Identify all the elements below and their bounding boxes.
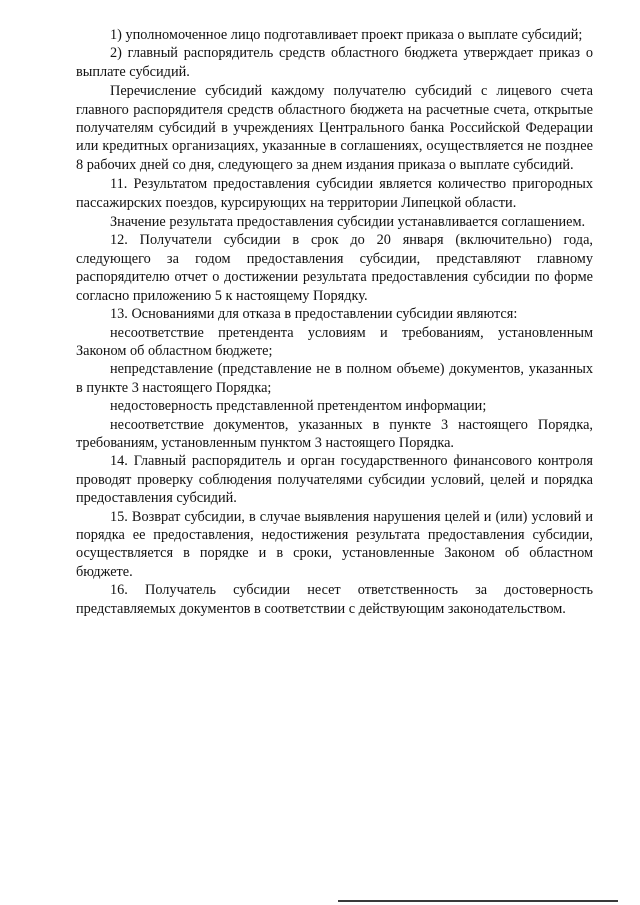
paragraph-13-ground-1: несоответствие претендента условиям и требованиям, установленным Законом об областном бюджете; [76,324,593,359]
bottom-scan-line [338,900,618,902]
paragraph-12: 12. Получатели субсидии в срок до 20 января (включительно) года, следующего за годом предоставления субсидии, представляют главному распорядителю отчет о достижении результата предоставления субсидии по форме согласно приложению 5 к настоящему Порядку. [76,232,593,304]
paragraph-15: 15. Возврат субсидии, в случае выявления нарушения целей и (или) условий и порядка ее предоставления, недостижения результата предоставления субсидии, осуществляется в порядке и в сроки, установленные Законом об областном бюджете. [76,508,593,580]
document-body [76,26,593,618]
paragraph-13: 13. Основаниями для отказа в предоставлении субсидии являются: [110,306,518,323]
paragraph-13-ground-4: несоответствие документов, указанных в пункте 3 настоящего Порядка, требованиям, установленным пунктом 3 настоящего Порядка. [76,416,593,451]
paragraph-subitem-1: 1) уполномоченное лицо подготавливает проект приказа о выплате субсидий; [110,27,583,43]
paragraph-result-value: Значение результата предоставления субсидии устанавливается соглашением. [110,214,586,231]
paragraph-16: 16. Получатель субсидии несет ответственность за достоверность представляемых документов в соответствии с действующим законодательством. [76,582,593,617]
paragraph-transfer: Перечисление субсидий каждому получателю субсидий с лицевого счета главного распорядителя средств областного бюджета на расчетные счета, открытые получателям субсидий в учреждениях Центрального банка Российской Федерации или кредитных организациях, указанные в соглашениях, осуществляется не позднее 8 рабочих дней со дня, следующего за днем издания приказа о выплате субсидий. [76,83,593,173]
paragraph-11: 11. Результатом предоставления субсидии является количество пригородных пассажирских поездов, курсирующих на территории Липецкой области. [76,176,593,211]
paragraph-subitem-2: 2) главный распорядитель средств областного бюджета утверждает приказ о выплате субсидий. [76,45,593,80]
paragraph-13-ground-3: недостоверность представленной претендентом информации; [110,398,487,415]
paragraph-14: 14. Главный распорядитель и орган государственного финансового контроля проводят проверку соблюдения получателями субсидии условий, целей и порядка предоставления субсидий. [76,453,593,507]
paragraph-13-ground-2: непредставление (представление не в полном объеме) документов, указанных в пункте 3 настоящего Порядка; [76,361,593,396]
